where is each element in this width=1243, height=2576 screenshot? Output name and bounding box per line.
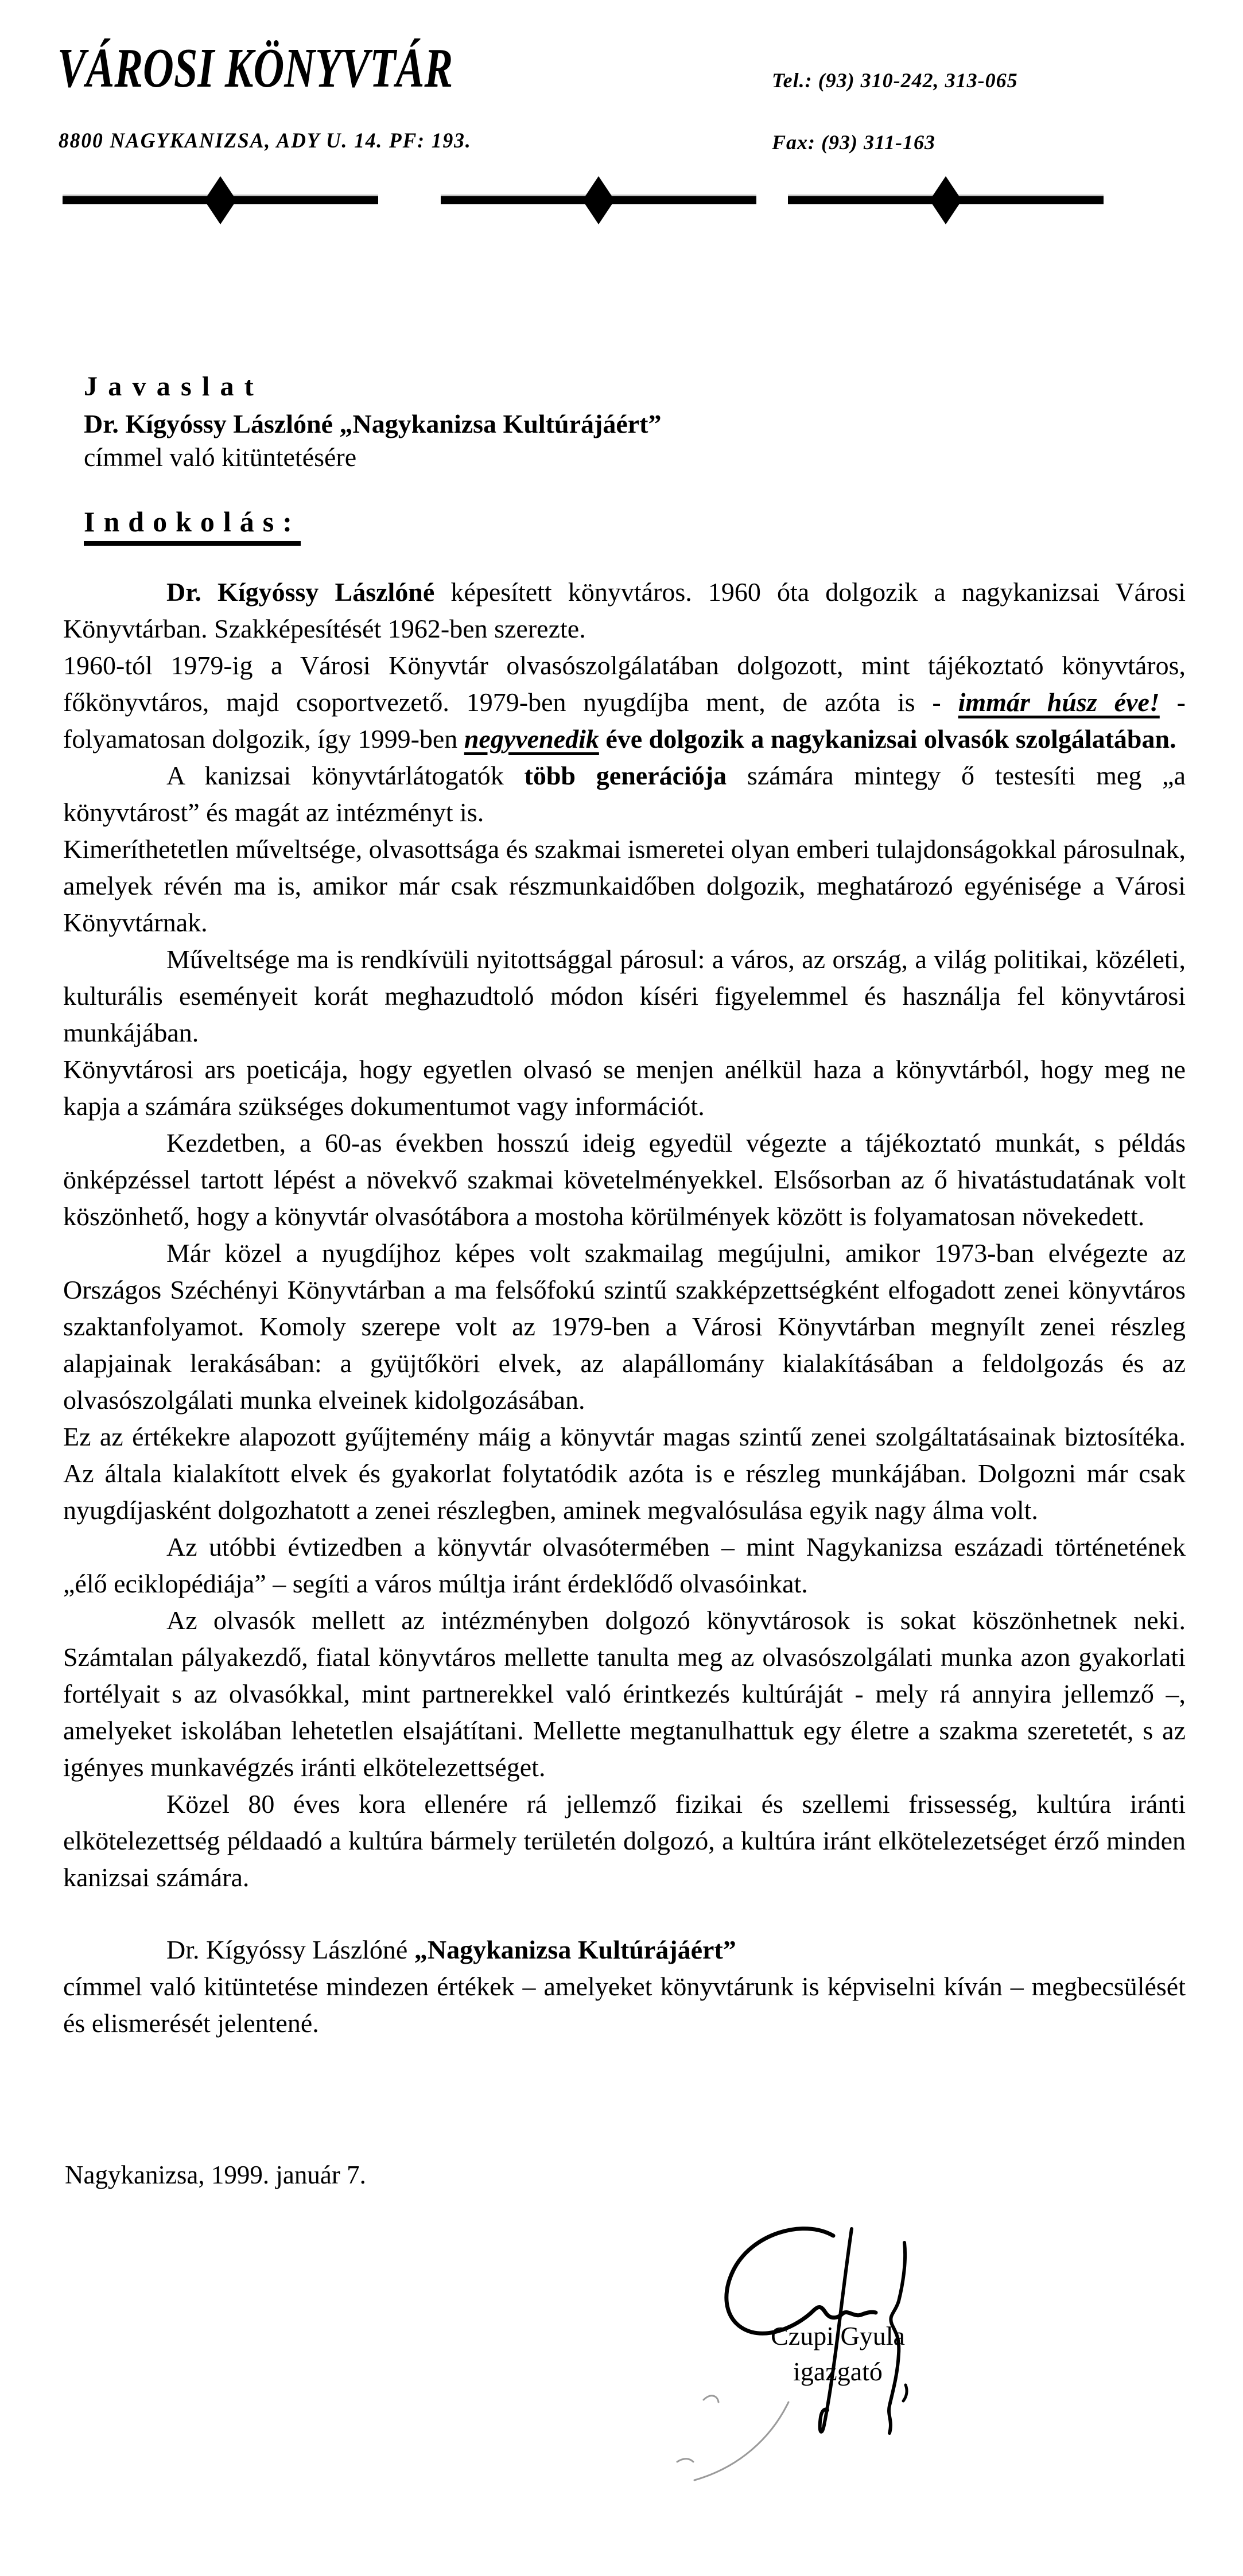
text-segment: 1960-tól 1979-ig a Városi Könyvtár olvasószolgálatában dolgozott, mint tájékoztató könyvtáros, főkönyvtáros, majd csoportvezető. 1979-ben nyugdíjba ment, de azóta is - — [63, 651, 1186, 717]
text-segment: Kimeríthetetlen műveltsége, olvasottsága és szakmai ismeretei olyan emberi tulajdonságokkal párosulnak, amelyek révén ma is, amikor már csak részmunkaidőben dolgozik, meghatározó egyénisége a Városi Könyvtárnak. — [63, 834, 1186, 937]
telephone-line: Tel.: (93) 310-242, 313-065 — [772, 69, 1018, 92]
text-segment: „Nagykanizsa Kultúrájáért” — [414, 1935, 736, 1964]
text-segment: Ez az értékekre alapozott gyűjtemény máig a könyvtár magas szintű zenei szolgáltatásainak biztosítéka. Az általa kialakított elvek és gyakorlat folytatódik azóta is e részleg munkájában. Dolgozni már csak nyugdíjasként dolgozhatott a zenei részlegben, aminek megvalósulása egyik nagy álma volt. — [63, 1422, 1186, 1525]
paragraph — [63, 1419, 1186, 1529]
signature-stroke — [727, 2229, 876, 2334]
diamond-icon — [930, 176, 962, 224]
signature-faint-stroke — [694, 2402, 788, 2480]
text-segment: több generációja — [524, 761, 727, 790]
paragraph — [63, 1602, 1186, 1786]
diamond-icon — [582, 176, 615, 224]
divider-ornament — [63, 176, 378, 224]
paragraph — [63, 1051, 1186, 1125]
text-segment: Dr. Kígyóssy Lászlóné — [166, 577, 435, 607]
text-segment: Kezdetben, a 60-as években hosszú ideig egyedül végezte a tájékoztató munkát, s példás önképzéssel tartott lépést a növekvő szakmai követelményekkel. Elsősorban az ő hivatástudatának volt köszönhető, hogy a könyvtár olvasótábora a mostoha körülmények között is folyamatosan növekedett. — [63, 1128, 1186, 1231]
organization-name: VÁROSI KÖNYVTÁR — [57, 37, 453, 99]
text-segment: negyvenedik — [464, 724, 599, 753]
text-segment: képesített könyvtáros. 1960 óta dolgozik a nagykanizsai Városi Könyvtárban. Szakképesítését 1962-ben szerezte. — [63, 577, 1186, 643]
text-segment: éve dolgozik a nagykanizsai olvasók szolgálatában. — [605, 724, 1176, 753]
text-segment: Közel 80 éves kora ellenére rá jellemző fizikai és szellemi frissesség, kultúra iránti elkötelezettség példaadó a kultúra bármely területén dolgozó, a kultúra iránt elkötelezetséget érző minden kanizsai számára. — [63, 1789, 1186, 1892]
text-segment: Dr. Kígyóssy Lászlóné — [166, 1935, 414, 1964]
proposal-subtitle: címmel való kitüntetésére — [84, 442, 357, 472]
document-body — [63, 574, 1186, 2042]
honoree-line: Dr. Kígyóssy Lászlóné „Nagykanizsa Kultúrájáért” — [84, 409, 662, 438]
date-line: Nagykanizsa, 1999. január 7. — [65, 2161, 366, 2189]
fax-line: Fax: (93) 311-163 — [772, 131, 935, 154]
divider-ornament — [788, 176, 1104, 224]
paragraph — [63, 1125, 1186, 1235]
paragraph — [63, 1235, 1186, 1419]
paragraph — [63, 1786, 1186, 1896]
divider-ornament — [441, 176, 756, 224]
text-segment: immár húsz éve! — [958, 687, 1160, 717]
section-heading-indokolas: Indokolás: — [84, 505, 301, 546]
signer-title: igazgató — [793, 2357, 883, 2386]
paragraph — [63, 574, 1186, 647]
paragraph — [63, 941, 1186, 1051]
signer-name: Czupi Gyula — [771, 2321, 905, 2350]
text-segment: - folyamatosan dolgozik, így 1999-ben — [63, 687, 1186, 753]
signature-faint-stroke — [704, 2396, 718, 2402]
signature-faint-stroke — [677, 2459, 693, 2462]
signature-block — [720, 2318, 955, 2389]
diamond-icon — [204, 176, 236, 224]
text-segment: Könyvtárosi ars poeticája, hogy egyetlen olvasó se menjen anélkül haza a könyvtárból, hogy meg ne kapja a számára szükséges dokumentumot vagy információt. — [63, 1055, 1186, 1121]
text-segment: címmel való kitüntetése mindezen értékek – amelyeket könyvtárunk is képviselni kíván – megbecsülését és elismerését jelentené. — [63, 1972, 1186, 2038]
paragraph — [63, 757, 1186, 831]
text-segment — [599, 724, 606, 753]
text-segment: Műveltsége ma is rendkívüli nyitottsággal párosul: a város, az ország, a világ politikai, közéleti, kulturális eseményeit korát meghazudtoló módon kíséri figyelemmel és használja fel könyvtárosi munkájában. — [63, 945, 1186, 1047]
paragraph — [63, 1529, 1186, 1602]
text-segment: Az olvasók mellett az intézményben dolgozó könyvtárosok is sokat köszönhetnek neki. Számtalan pályakezdő, fiatal könyvtáros mellette tanulta meg az olvasószolgálati munka azon gyakorlati fortélyait s az olvasókkal, mint partnerekkel való érintkezés kultúráját - mely rá annyira jellemző –, amelyeket iskolában lehetetlen elsajátítani. Mellette megtanulhattuk egy életre a szakma szeretetét, s az igényes munkavégzés iránti elkötelezettséget. — [63, 1606, 1186, 1782]
paragraph — [63, 1932, 1186, 2042]
proposal-title: Javaslat — [84, 371, 264, 402]
text-segment: Már közel a nyugdíjhoz képes volt szakmailag megújulni, amikor 1973-ban elvégezte az Országos Széchényi Könyvtárban a ma felsőfokú szintű szakképzettségként elfogadott zenei könyvtáros szaktanfolyamot. Komoly szerepe volt az 1979-ben a Városi Könyvtárban megnyílt zenei részleg alapjainak lerakásában: a gyüjtőköri elvek, az alapállomány kialakításában a feldolgozás és az olvasószolgálati munka elveinek kidolgozásában. — [63, 1238, 1186, 1415]
text-segment: Az utóbbi évtizedben a könyvtár olvasótermében – mint Nagykanizsa eszázadi történetének „élő eciklopédiája” – segíti a város múltja iránt érdeklődő olvasóinkat. — [63, 1532, 1186, 1598]
paragraph — [63, 647, 1186, 757]
text-segment: A kanizsai könyvtárlátogatók — [166, 761, 525, 790]
address-line: 8800 NAGYKANIZSA, ADY U. 14. PF: 193. — [59, 129, 472, 153]
text-segment: számára mintegy ő testesíti meg „a könyvtárost” és magát az intézményt is. — [63, 761, 1186, 827]
paragraph — [63, 831, 1186, 941]
